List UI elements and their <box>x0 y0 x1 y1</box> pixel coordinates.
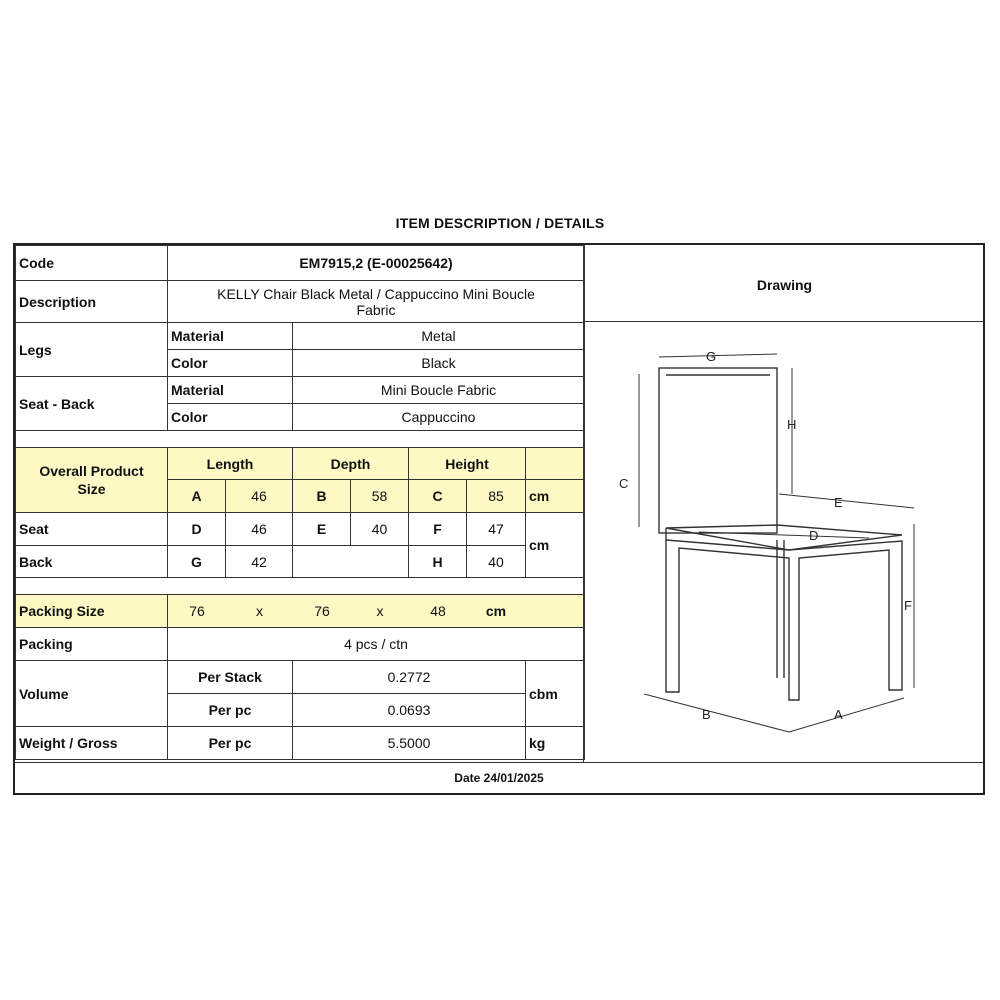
dim-line-d <box>699 532 869 538</box>
weight-per-pc-label: Per pc <box>168 727 293 760</box>
weight-unit: kg <box>526 727 585 760</box>
seatback-material-label: Material <box>168 377 293 404</box>
seat-label: Seat <box>16 513 168 546</box>
packing-x-2: x <box>376 603 384 619</box>
dim-line-a <box>789 698 904 732</box>
dim-c-value: 85 <box>467 480 526 513</box>
legs-material-row <box>16 323 585 350</box>
dim-a-label: A <box>168 480 226 513</box>
packing-size-label: Packing Size <box>16 595 168 628</box>
seat-row <box>16 513 585 546</box>
dim-b-label: B <box>293 480 351 513</box>
legs-material-value: Metal <box>293 323 585 350</box>
dim-d-value: 46 <box>226 513 293 546</box>
dim-letter-c: C <box>619 476 629 491</box>
packing-x-1: x <box>256 603 263 619</box>
volume-label: Volume <box>16 661 168 727</box>
per-stack-label: Per Stack <box>168 661 293 694</box>
overall-label-line-2: Size <box>77 481 106 497</box>
dim-letter-e: E <box>834 495 843 510</box>
chair-drawing <box>584 322 984 760</box>
unit-header <box>526 448 585 480</box>
volume-unit: cbm <box>526 661 585 727</box>
back-empty-cell <box>293 546 409 578</box>
spacer <box>16 431 585 448</box>
seatback-color-value: Cappuccino <box>293 404 585 431</box>
description-label: Description <box>16 281 168 323</box>
packing-value: 4 pcs / ctn <box>168 628 585 661</box>
packing-height: 48 <box>430 603 446 619</box>
description-row <box>16 281 585 323</box>
volume-stack-row <box>16 661 585 694</box>
packing-length: 76 <box>189 603 205 619</box>
dim-letter-d: D <box>809 528 819 543</box>
dim-line-e <box>779 494 914 508</box>
date-footer: Date 24/01/2025 <box>15 762 983 794</box>
dim-line-b <box>644 694 789 732</box>
weight-row <box>16 727 585 760</box>
dim-g-value: 42 <box>226 546 293 578</box>
back-label: Back <box>16 546 168 578</box>
description-line-1: KELLY Chair Black Metal / Cappuccino Mini Boucle <box>217 285 535 302</box>
packing-size-unit: cm <box>485 603 507 619</box>
dim-letter-h: H <box>787 417 797 432</box>
spacer-row-2 <box>16 578 585 595</box>
seat-back-unit: cm <box>526 513 585 578</box>
seatback-material-value: Mini Boucle Fabric <box>293 377 585 404</box>
volume-per-pc-value: 0.0693 <box>293 694 526 727</box>
overall-label <box>16 448 168 513</box>
spec-table <box>15 245 585 760</box>
dim-letter-f: F <box>904 598 912 613</box>
description-value <box>168 281 585 323</box>
dim-h-label: H <box>409 546 467 578</box>
code-row <box>16 246 585 281</box>
description-line-2: Fabric <box>356 301 396 318</box>
dim-letter-g: G <box>706 349 717 364</box>
weight-label: Weight / Gross <box>16 727 168 760</box>
spacer-row <box>16 431 585 448</box>
spacer-2 <box>16 578 585 595</box>
code-value: EM7915,2 (E-00025642) <box>168 246 585 281</box>
dim-d-label: D <box>168 513 226 546</box>
height-header: Height <box>409 448 526 480</box>
dim-e-value: 40 <box>351 513 409 546</box>
weight-value: 5.5000 <box>293 727 526 760</box>
overall-label-line-1: Overall Product <box>39 463 144 479</box>
spec-sheet <box>13 243 985 795</box>
dim-g-label: G <box>168 546 226 578</box>
dim-f-value: 47 <box>467 513 526 546</box>
legs-material-label: Material <box>168 323 293 350</box>
packing-label: Packing <box>16 628 168 661</box>
dim-h-value: 40 <box>467 546 526 578</box>
dim-c-label: C <box>409 480 467 513</box>
packing-size-row <box>16 595 585 628</box>
dim-b-value: 58 <box>351 480 409 513</box>
drawing-header: Drawing <box>583 245 985 322</box>
volume-per-pc-label: Per pc <box>168 694 293 727</box>
dim-a-value: 46 <box>226 480 293 513</box>
seatback-label: Seat - Back <box>16 377 168 431</box>
per-stack-value: 0.2772 <box>293 661 526 694</box>
seatback-color-label: Color <box>168 404 293 431</box>
packing-width: 76 <box>314 603 330 619</box>
packing-size-value <box>168 595 585 628</box>
legs-label: Legs <box>16 323 168 377</box>
depth-header: Depth <box>293 448 409 480</box>
length-header: Length <box>168 448 293 480</box>
dim-letter-b: B <box>702 707 711 722</box>
dim-letter-a: A <box>834 707 843 722</box>
overall-unit: cm <box>526 480 585 513</box>
packing-row <box>16 628 585 661</box>
drawing-area <box>583 322 985 762</box>
overall-header-row <box>16 448 585 480</box>
backrest-outline <box>659 368 777 533</box>
seatback-material-row <box>16 377 585 404</box>
legs-color-label: Color <box>168 350 293 377</box>
code-label: Code <box>16 246 168 281</box>
dim-f-label: F <box>409 513 467 546</box>
document-title: ITEM DESCRIPTION / DETAILS <box>395 215 605 231</box>
back-row <box>16 546 585 578</box>
dim-e-label: E <box>293 513 351 546</box>
legs-color-value: Black <box>293 350 585 377</box>
dim-line-g <box>659 354 777 357</box>
